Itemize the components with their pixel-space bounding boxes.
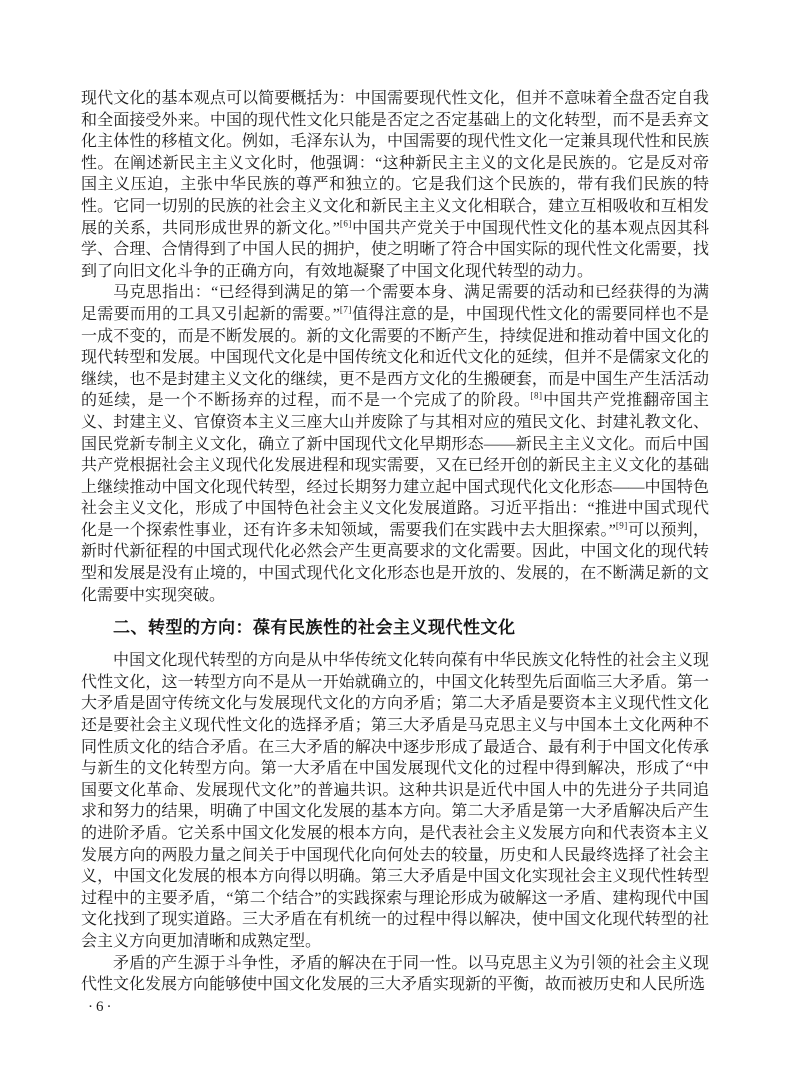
body-paragraph <box>81 88 709 282</box>
paragraph-text: 可以预判，新时代新征程的中国式现代化必然会产生更高要求的文化需要。因此，中国文化的现代转型和发展是没有止境的，中国式现代化文化形态也是开放的、发展的，在不断满足新的文化需要中实现突破。 <box>81 521 709 604</box>
body-paragraph <box>81 650 709 952</box>
section-heading <box>113 617 709 639</box>
paragraph-text: 值得注意的是，中国现代性文化的需要同样也不是一成不变的，而是不断发展的。新的文化需要的不断产生，持续促进和推动着中国文化的现代转型和发展。中国现代文化是中国传统文化和近代文化的延续，但并不是儒家文化的继续，也不是封建主义文化的继续，更不是西方文化的生搬硬套，而是中国生产生活活动的延续，是一个不断扬弃的过程，而不是一个完成了的阶段。 <box>81 305 709 410</box>
body-paragraph <box>81 953 709 996</box>
footnote-ref: [9] <box>615 520 628 531</box>
footer-page-number: ·6· <box>88 999 115 1015</box>
footnote-ref: [8] <box>530 390 543 401</box>
footnote-ref: [6] <box>339 218 352 229</box>
footnote-ref: [7] <box>339 304 352 315</box>
paragraph-text: 现代文化的基本观点可以简要概括为：中国需要现代性文化，但并不意味着全盘否定自我和全面接受外来。中国的现代性文化只能是否定之否定基础上的文化转型，而不是丢弃文化主体性的移植文化。例如，毛泽东认为，中国需要的现代性文化一定兼具现代性和民族性。在阐述新民主主义文化时，他强调：“这种新民主主义的文化是民族的。它是反对帝国主义压迫，主张中华民族的尊严和独立的。它是我们这个民族的，带有我们民族的特性。它同一切别的民族的社会主义文化和新民主主义文化相联合，建立互相吸收和互相发展的关系，共同形成世界的新文化。” <box>81 90 709 237</box>
page-content <box>81 88 709 996</box>
heading-label: 二、转型的方向： <box>113 618 253 638</box>
heading-title: 葆有民族性的社会主义现代性文化 <box>253 618 516 638</box>
paragraph-text: 矛盾的产生源于斗争性，矛盾的解决在于同一性。以马克思主义为引领的社会主义现代性文化发展方向能够使中国文化发展的三大矛盾实现新的平衡，故而被历史和人民所选 <box>81 954 709 994</box>
paragraph-text: 中国共产党推翻帝国主义、封建主义、官僚资本主义三座大山并废除了与其相对应的殖民文化、封建礼教文化、国民党新专制主义文化，确立了新中国现代文化早期形态——新民主主义文化。而后中国共产党根据社会主义现代化发展进程和现实需要，又在已经开创的新民主主义文化的基础上继续推动中国文化现代转型，经过长期努力建立起中国式现代化文化形态——中国特色社会主义文化，形成了中国特色社会主义文化发展道路。习近平指出：“推进中国式现代化是一个探索性事业，还有许多未知领域，需要我们在实践中去大胆探索。” <box>81 392 709 539</box>
paragraph-text: 中国文化现代转型的方向是从中华传统文化转向葆有中华民族文化特性的社会主义现代性文化，这一转型方向不是从一开始就确立的，中国文化转型先后面临三大矛盾。第一大矛盾是固守传统文化与发展现代文化的方向矛盾；第二大矛盾是要资本主义现代性文化还是要社会主义现代性文化的选择矛盾；第三大矛盾是马克思主义与中国本土文化两种不同性质文化的结合矛盾。在三大矛盾的解决中逐步形成了最适合、最有利于中国文化传承与新生的文化转型方向。第一大矛盾在中国发展现代文化的过程中得到解决，形成了“中国要文化革命、发展现代文化”的普遍共识。这种共识是近代中国人中的先进分子共同追求和努力的结果，明确了中国文化发展的基本方向。第二大矛盾是第一大矛盾解决后产生的进阶矛盾。它关系中国文化发展的根本方向，是代表社会主义发展方向和代表资本主义发展方向的两股力量之间关于中国现代化向何处去的较量，历史和人民最终选择了社会主义，中国文化发展的根本方向得以明确。第三大矛盾是中国文化实现社会主义现代性转型过程中的主要矛盾，“第二个结合”的实践探索与理论形成为破解这一矛盾、建构现代中国文化找到了现实道路。三大矛盾在有机统一的过程中得以解决，使中国文化现代转型的社会主义方向更加清晰和成熟定型。 <box>81 652 709 950</box>
paragraph-text: 马克思指出：“已经得到满足的第一个需要本身、满足需要的活动和已经获得的为满足需要而用的工具又引起新的需要。” <box>81 284 709 323</box>
body-paragraph <box>81 282 709 606</box>
paragraph-text: 中国共产党关于中国现代性文化的基本观点因其科学、合理、合情得到了中国人民的拥护，使之明晰了符合中国实际的现代性文化需要，找到了向旧文化斗争的正确方向，有效地凝聚了中国文化现代转型的动力。 <box>81 219 709 280</box>
